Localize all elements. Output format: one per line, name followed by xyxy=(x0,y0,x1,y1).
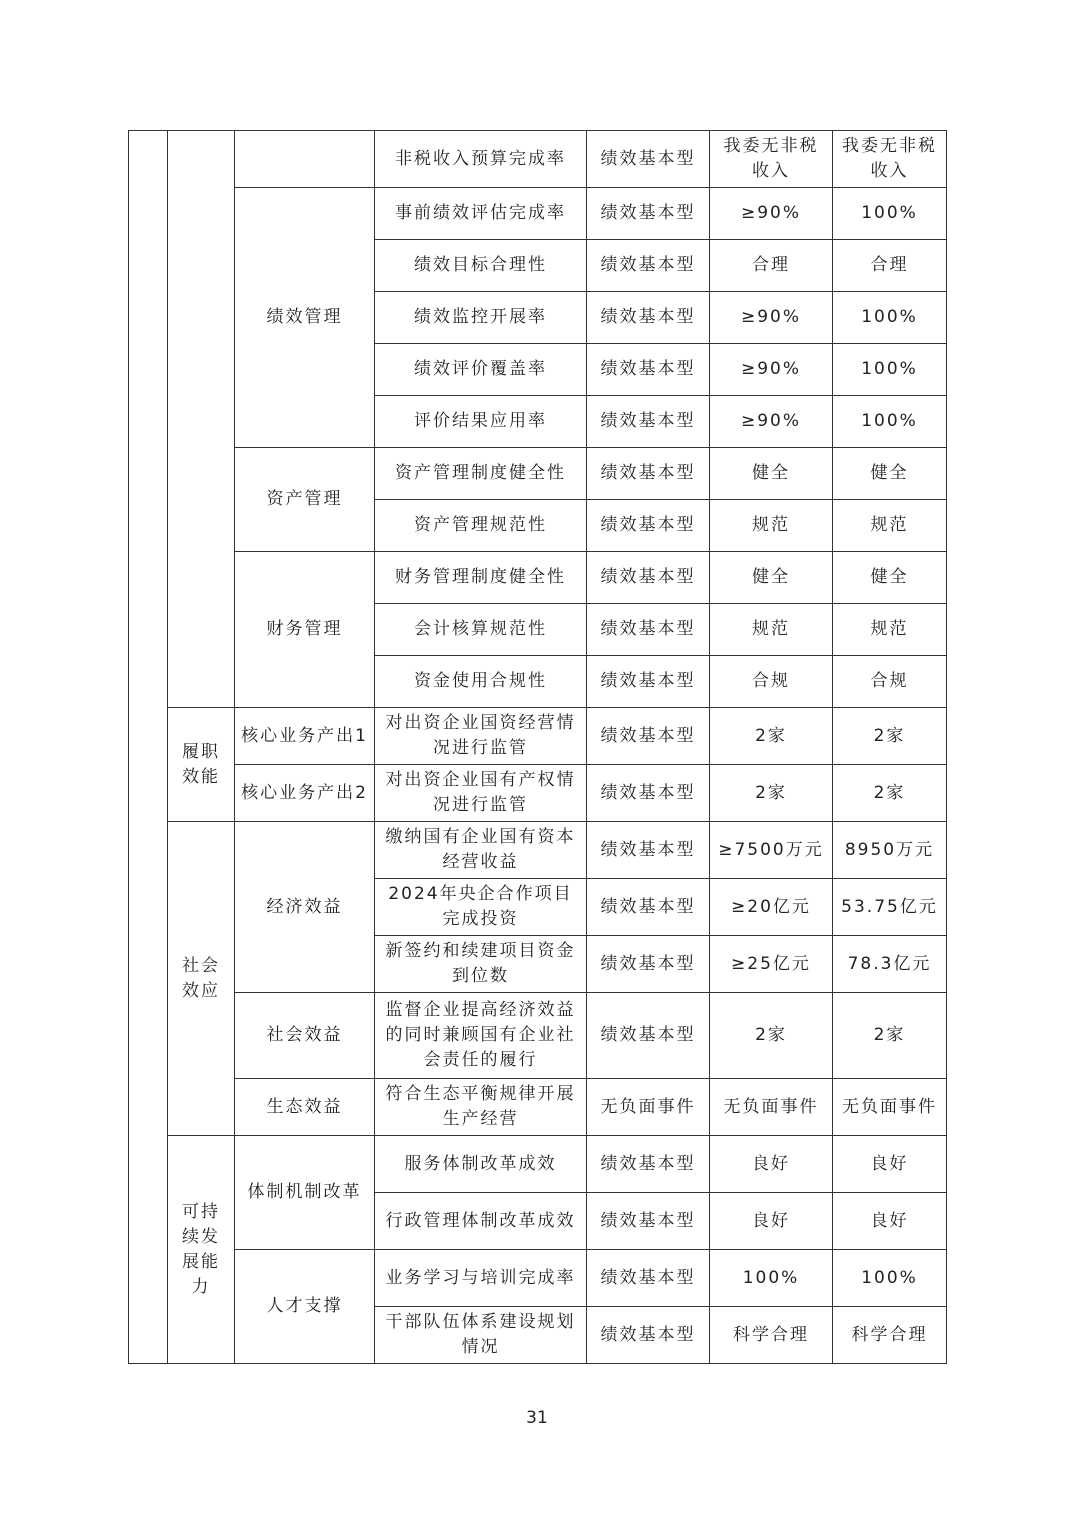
level2-cell: 可持续发展能力 xyxy=(168,1136,235,1364)
target-cell: 规范 xyxy=(710,500,833,552)
indicator-cell: 服务体制改革成效 xyxy=(375,1136,587,1193)
target-cell: 合理 xyxy=(710,240,833,292)
type-cell: 无负面事件 xyxy=(587,1079,710,1136)
type-cell: 绩效基本型 xyxy=(587,344,710,396)
table-row xyxy=(129,1136,947,1193)
table-row xyxy=(129,448,947,500)
indicator-cell: 非税收入预算完成率 xyxy=(375,131,587,188)
actual-cell: 健全 xyxy=(833,448,947,500)
target-cell: 无负面事件 xyxy=(710,1079,833,1136)
indicator-cell: 业务学习与培训完成率 xyxy=(375,1250,587,1307)
actual-cell: 53.75亿元 xyxy=(833,879,947,936)
target-cell: ≥90% xyxy=(710,396,833,448)
level3-cell: 社会效益 xyxy=(235,993,375,1079)
type-cell: 绩效基本型 xyxy=(587,188,710,240)
actual-cell: 2家 xyxy=(833,993,947,1079)
table-row xyxy=(129,708,947,765)
level2-cell: 社会效应 xyxy=(168,822,235,1136)
target-cell: ≥7500万元 xyxy=(710,822,833,879)
target-cell: 良好 xyxy=(710,1193,833,1250)
table-row xyxy=(129,765,947,822)
type-cell: 绩效基本型 xyxy=(587,448,710,500)
target-cell: 健全 xyxy=(710,448,833,500)
actual-cell: 健全 xyxy=(833,552,947,604)
actual-cell: 100% xyxy=(833,396,947,448)
level2-cell xyxy=(168,131,235,708)
level2-cell: 履职效能 xyxy=(168,708,235,822)
table-row xyxy=(129,552,947,604)
level3-cell: 体制机制改革 xyxy=(235,1136,375,1250)
page-number: 31 xyxy=(526,1408,548,1428)
indicator-cell: 绩效评价覆盖率 xyxy=(375,344,587,396)
level3-cell: 生态效益 xyxy=(235,1079,375,1136)
table-row xyxy=(129,188,947,240)
type-cell: 绩效基本型 xyxy=(587,396,710,448)
indicator-cell: 绩效监控开展率 xyxy=(375,292,587,344)
type-cell: 绩效基本型 xyxy=(587,240,710,292)
indicator-cell: 资产管理制度健全性 xyxy=(375,448,587,500)
indicator-cell: 事前绩效评估完成率 xyxy=(375,188,587,240)
target-cell: 我委无非税收入 xyxy=(710,131,833,188)
indicator-cell: 会计核算规范性 xyxy=(375,604,587,656)
actual-cell: 合理 xyxy=(833,240,947,292)
target-cell: 规范 xyxy=(710,604,833,656)
target-cell: 2家 xyxy=(710,708,833,765)
indicator-cell: 新签约和续建项目资金到位数 xyxy=(375,936,587,993)
type-cell: 绩效基本型 xyxy=(587,993,710,1079)
indicator-cell: 资金使用合规性 xyxy=(375,656,587,708)
indicator-cell: 缴纳国有企业国有资本经营收益 xyxy=(375,822,587,879)
type-cell: 绩效基本型 xyxy=(587,656,710,708)
type-cell: 绩效基本型 xyxy=(587,879,710,936)
indicator-cell: 对出资企业国资经营情况进行监管 xyxy=(375,708,587,765)
indicator-cell: 资产管理规范性 xyxy=(375,500,587,552)
level1-cell xyxy=(129,131,168,1364)
actual-cell: 规范 xyxy=(833,604,947,656)
type-cell: 绩效基本型 xyxy=(587,765,710,822)
target-cell: 合规 xyxy=(710,656,833,708)
level3-cell: 绩效管理 xyxy=(235,188,375,448)
actual-cell: 100% xyxy=(833,344,947,396)
type-cell: 绩效基本型 xyxy=(587,1250,710,1307)
type-cell: 绩效基本型 xyxy=(587,822,710,879)
performance-indicator-table xyxy=(128,130,947,1364)
table-row xyxy=(129,993,947,1079)
table-row xyxy=(129,1079,947,1136)
level3-cell: 经济效益 xyxy=(235,822,375,993)
actual-cell: 良好 xyxy=(833,1136,947,1193)
level3-cell: 核心业务产出2 xyxy=(235,765,375,822)
actual-cell: 我委无非税收入 xyxy=(833,131,947,188)
type-cell: 绩效基本型 xyxy=(587,292,710,344)
indicator-cell: 监督企业提高经济效益的同时兼顾国有企业社会责任的履行 xyxy=(375,993,587,1079)
indicator-cell: 绩效目标合理性 xyxy=(375,240,587,292)
target-cell: 健全 xyxy=(710,552,833,604)
actual-cell: 8950万元 xyxy=(833,822,947,879)
type-cell: 绩效基本型 xyxy=(587,936,710,993)
indicator-cell: 财务管理制度健全性 xyxy=(375,552,587,604)
actual-cell: 良好 xyxy=(833,1193,947,1250)
level3-cell: 财务管理 xyxy=(235,552,375,708)
target-cell: ≥25亿元 xyxy=(710,936,833,993)
target-cell: ≥90% xyxy=(710,292,833,344)
type-cell: 绩效基本型 xyxy=(587,604,710,656)
target-cell: 良好 xyxy=(710,1136,833,1193)
actual-cell: 100% xyxy=(833,1250,947,1307)
target-cell: 科学合理 xyxy=(710,1307,833,1364)
actual-cell: 78.3亿元 xyxy=(833,936,947,993)
indicator-cell: 干部队伍体系建设规划情况 xyxy=(375,1307,587,1364)
actual-cell: 合规 xyxy=(833,656,947,708)
level3-cell: 核心业务产出1 xyxy=(235,708,375,765)
actual-cell: 科学合理 xyxy=(833,1307,947,1364)
type-cell: 绩效基本型 xyxy=(587,500,710,552)
level3-cell xyxy=(235,131,375,188)
actual-cell: 100% xyxy=(833,188,947,240)
actual-cell: 2家 xyxy=(833,765,947,822)
actual-cell: 无负面事件 xyxy=(833,1079,947,1136)
target-cell: ≥90% xyxy=(710,344,833,396)
actual-cell: 规范 xyxy=(833,500,947,552)
target-cell: 2家 xyxy=(710,993,833,1079)
table-row xyxy=(129,1250,947,1307)
indicator-cell: 2024年央企合作项目完成投资 xyxy=(375,879,587,936)
target-cell: ≥90% xyxy=(710,188,833,240)
type-cell: 绩效基本型 xyxy=(587,1307,710,1364)
level3-cell: 资产管理 xyxy=(235,448,375,552)
type-cell: 绩效基本型 xyxy=(587,131,710,188)
type-cell: 绩效基本型 xyxy=(587,1193,710,1250)
indicator-cell: 行政管理体制改革成效 xyxy=(375,1193,587,1250)
table-row xyxy=(129,131,947,188)
type-cell: 绩效基本型 xyxy=(587,708,710,765)
level3-cell: 人才支撑 xyxy=(235,1250,375,1364)
indicator-cell: 符合生态平衡规律开展生产经营 xyxy=(375,1079,587,1136)
target-cell: 2家 xyxy=(710,765,833,822)
target-cell: ≥20亿元 xyxy=(710,879,833,936)
type-cell: 绩效基本型 xyxy=(587,552,710,604)
table-row xyxy=(129,822,947,879)
actual-cell: 2家 xyxy=(833,708,947,765)
actual-cell: 100% xyxy=(833,292,947,344)
indicator-cell: 评价结果应用率 xyxy=(375,396,587,448)
indicator-cell: 对出资企业国有产权情况进行监管 xyxy=(375,765,587,822)
target-cell: 100% xyxy=(710,1250,833,1307)
type-cell: 绩效基本型 xyxy=(587,1136,710,1193)
